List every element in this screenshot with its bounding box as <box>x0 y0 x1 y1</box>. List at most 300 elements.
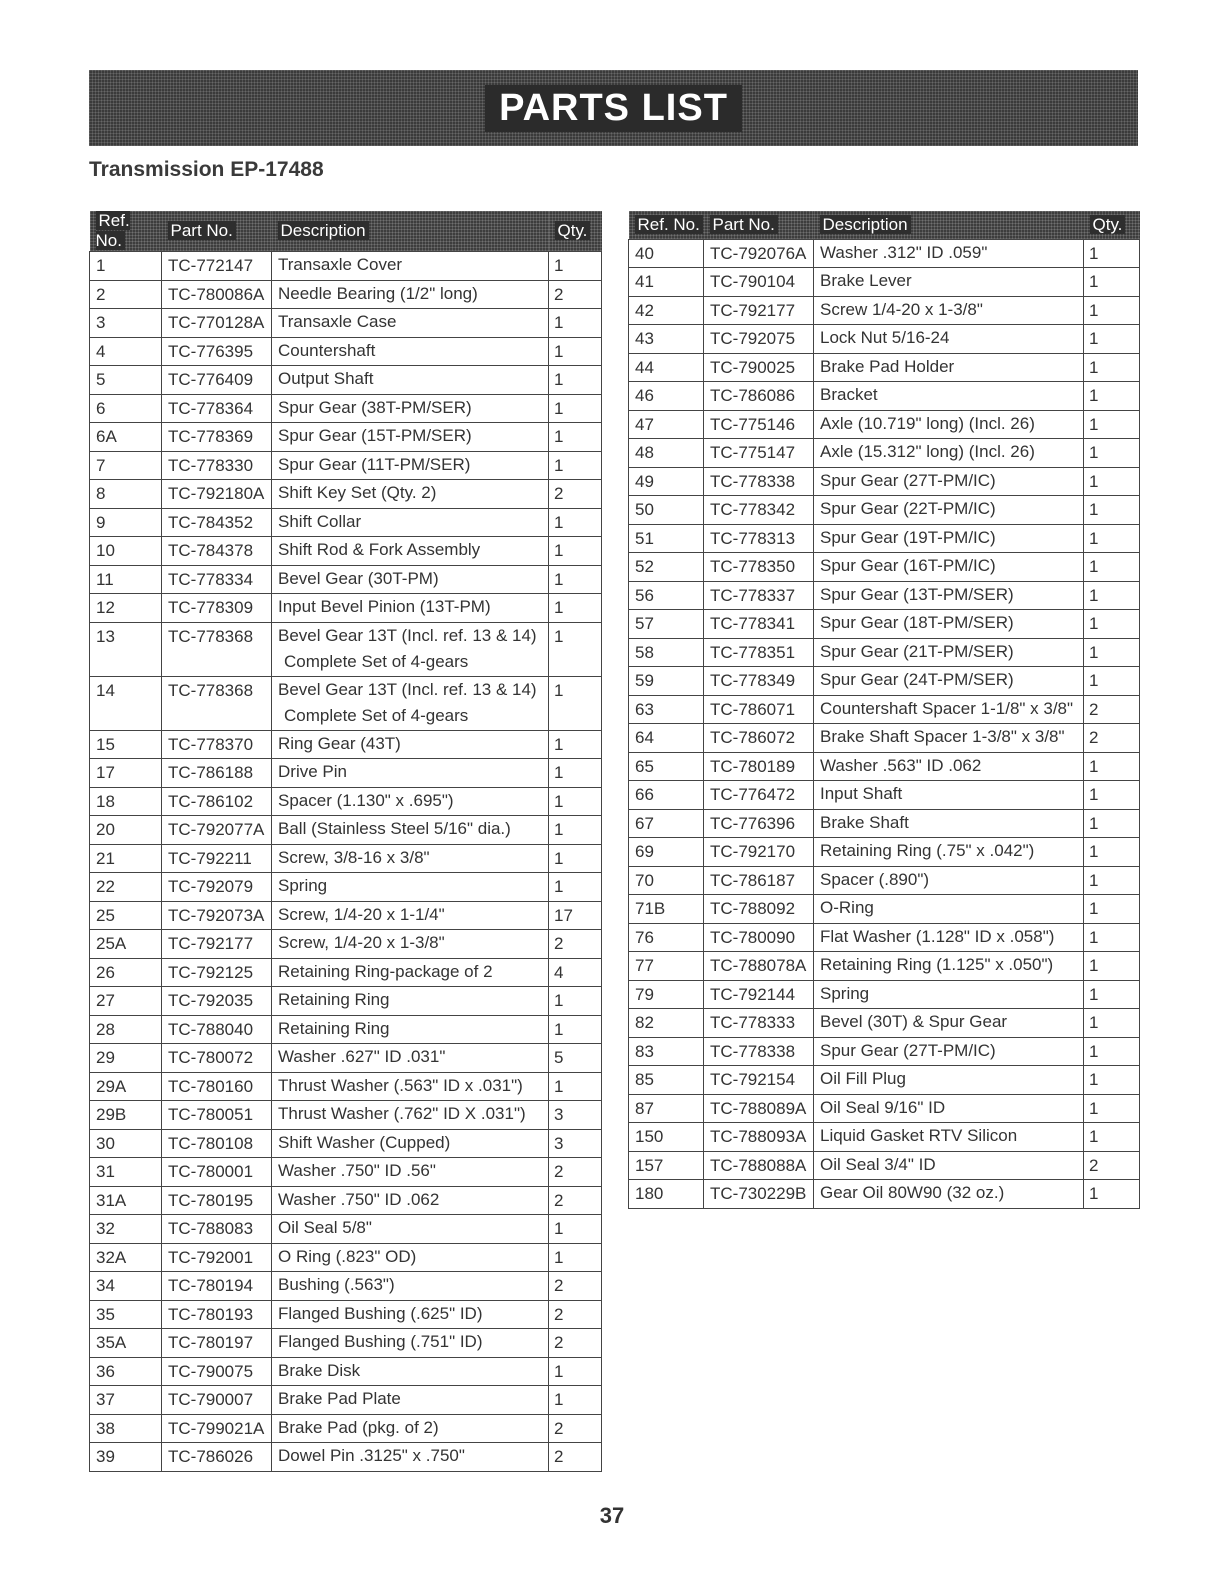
description-cell: Spur Gear (13T-PM/SER) <box>814 581 1084 610</box>
ref-cell: 180 <box>629 1180 704 1209</box>
ref-cell: 9 <box>90 508 162 537</box>
quantity-cell: 1 <box>1084 553 1140 582</box>
ref-cell: 63 <box>629 695 704 724</box>
description-cell: Screw, 1/4-20 x 1-3/8" <box>272 930 549 959</box>
table-row <box>629 239 1140 268</box>
ref-cell: 17 <box>90 759 162 788</box>
quantity-cell: 2 <box>549 1329 602 1358</box>
description-cell: O-Ring <box>814 895 1084 924</box>
quantity-cell: 1 <box>549 451 602 480</box>
part-number-cell: TC-778330 <box>162 451 272 480</box>
part-number-cell: TC-780189 <box>704 752 814 781</box>
description-cell: Countershaft <box>272 337 549 366</box>
description-cell: Axle (10.719" long) (Incl. 26) <box>814 410 1084 439</box>
table-row <box>90 394 602 423</box>
table-row <box>90 676 602 730</box>
table-row <box>629 610 1140 639</box>
description-cell: Brake Shaft <box>814 809 1084 838</box>
quantity-cell: 1 <box>549 252 602 281</box>
part-number-cell: TC-776472 <box>704 781 814 810</box>
ref-cell: 77 <box>629 952 704 981</box>
table-row <box>629 296 1140 325</box>
ref-cell: 82 <box>629 1009 704 1038</box>
quantity-cell: 2 <box>549 1443 602 1472</box>
table-row <box>90 366 602 395</box>
quantity-cell: 1 <box>549 759 602 788</box>
description-cell: Oil Seal 9/16" ID <box>814 1094 1084 1123</box>
table-row <box>90 787 602 816</box>
part-number-cell: TC-780193 <box>162 1300 272 1329</box>
description-cell: Spring <box>272 873 549 902</box>
quantity-cell: 2 <box>1084 695 1140 724</box>
table-row <box>629 695 1140 724</box>
ref-cell: 2 <box>90 280 162 309</box>
description-cell: Washer .312" ID .059" <box>814 239 1084 268</box>
ref-cell: 31 <box>90 1158 162 1187</box>
part-number-cell: TC-780194 <box>162 1272 272 1301</box>
ref-cell: 29A <box>90 1072 162 1101</box>
table-row <box>90 1329 602 1358</box>
ref-cell: 29B <box>90 1101 162 1130</box>
ref-cell: 64 <box>629 724 704 753</box>
ref-cell: 28 <box>90 1015 162 1044</box>
part-number-cell: TC-775146 <box>704 410 814 439</box>
part-number-cell: TC-780001 <box>162 1158 272 1187</box>
description-cell: Dowel Pin .3125" x .750" <box>272 1443 549 1472</box>
ref-cell: 20 <box>90 816 162 845</box>
part-number-cell: TC-780090 <box>704 923 814 952</box>
part-number-cell: TC-778341 <box>704 610 814 639</box>
ref-cell: 30 <box>90 1129 162 1158</box>
part-number-cell: TC-792144 <box>704 980 814 1009</box>
part-number-cell: TC-780086A <box>162 280 272 309</box>
ref-cell: 49 <box>629 467 704 496</box>
part-number-cell: TC-788089A <box>704 1094 814 1123</box>
table-row <box>90 958 602 987</box>
description-cell: Shift Rod & Fork Assembly <box>272 537 549 566</box>
part-number-cell: TC-786086 <box>704 382 814 411</box>
table-row <box>90 730 602 759</box>
description-cell: Ring Gear (43T) <box>272 730 549 759</box>
part-number-cell: TC-780197 <box>162 1329 272 1358</box>
description-cell: Shift Washer (Cupped) <box>272 1129 549 1158</box>
description-cell: Spacer (.890") <box>814 866 1084 895</box>
description-cell: Brake Disk <box>272 1357 549 1386</box>
page-number: 37 <box>599 1503 625 1528</box>
ref-cell: 83 <box>629 1037 704 1066</box>
part-number-cell: TC-770128A <box>162 309 272 338</box>
quantity-cell: 2 <box>1084 1151 1140 1180</box>
part-number-cell: TC-778333 <box>704 1009 814 1038</box>
description-cell: Lock Nut 5/16-24 <box>814 325 1084 354</box>
ref-cell: 65 <box>629 752 704 781</box>
part-number-cell: TC-778349 <box>704 667 814 696</box>
part-number-cell: TC-778370 <box>162 730 272 759</box>
ref-cell: 43 <box>629 325 704 354</box>
quantity-cell: 1 <box>549 508 602 537</box>
ref-cell: 32A <box>90 1243 162 1272</box>
quantity-cell: 1 <box>1084 382 1140 411</box>
ref-cell: 79 <box>629 980 704 1009</box>
ref-cell: 29 <box>90 1044 162 1073</box>
quantity-cell: 1 <box>549 987 602 1016</box>
ref-cell: 4 <box>90 337 162 366</box>
quantity-cell: 1 <box>549 1215 602 1244</box>
table-header-row <box>629 211 1140 239</box>
description-cell: Shift Key Set (Qty. 2) <box>272 480 549 509</box>
part-number-cell: TC-788083 <box>162 1215 272 1244</box>
part-number-cell: TC-792154 <box>704 1066 814 1095</box>
table-row <box>629 410 1140 439</box>
ref-cell: 3 <box>90 309 162 338</box>
table-row <box>90 622 602 676</box>
description-cell: Flat Washer (1.128" ID x .058") <box>814 923 1084 952</box>
description-cell: Spur Gear (15T-PM/SER) <box>272 423 549 452</box>
description-cell: Brake Pad Holder <box>814 353 1084 382</box>
ref-cell: 56 <box>629 581 704 610</box>
table-row <box>90 759 602 788</box>
table-row <box>90 337 602 366</box>
table-row <box>90 252 602 281</box>
quantity-cell: 1 <box>1084 581 1140 610</box>
quantity-cell: 1 <box>1084 325 1140 354</box>
table-row <box>90 1215 602 1244</box>
description-cell: O Ring (.823" OD) <box>272 1243 549 1272</box>
part-number-cell: TC-784352 <box>162 508 272 537</box>
table-row <box>90 565 602 594</box>
part-number-cell: TC-788078A <box>704 952 814 981</box>
quantity-cell: 3 <box>549 1129 602 1158</box>
quantity-cell: 1 <box>549 309 602 338</box>
quantity-cell: 1 <box>1084 838 1140 867</box>
ref-cell: 1 <box>90 252 162 281</box>
ref-cell: 52 <box>629 553 704 582</box>
banner-title: PARTS LIST <box>485 85 742 132</box>
quantity-cell: 1 <box>1084 866 1140 895</box>
description-cell: Spur Gear (38T-PM/SER) <box>272 394 549 423</box>
part-number-cell: TC-790025 <box>704 353 814 382</box>
quantity-cell: 1 <box>1084 1094 1140 1123</box>
table-row <box>90 987 602 1016</box>
description-cell: Shift Collar <box>272 508 549 537</box>
col-header-qty: Qty. <box>1084 211 1140 239</box>
description-cell: Spur Gear (24T-PM/SER) <box>814 667 1084 696</box>
quantity-cell: 1 <box>1084 638 1140 667</box>
ref-cell: 12 <box>90 594 162 623</box>
table-row <box>90 873 602 902</box>
part-number-cell: TC-776409 <box>162 366 272 395</box>
table-row <box>629 724 1140 753</box>
ref-cell: 157 <box>629 1151 704 1180</box>
ref-cell: 48 <box>629 439 704 468</box>
quantity-cell: 1 <box>549 787 602 816</box>
quantity-cell: 1 <box>1084 1180 1140 1209</box>
part-number-cell: TC-792177 <box>704 296 814 325</box>
table-row <box>90 309 602 338</box>
description-cell: Output Shaft <box>272 366 549 395</box>
description-cell: Flanged Bushing (.751" ID) <box>272 1329 549 1358</box>
ref-cell: 57 <box>629 610 704 639</box>
part-number-cell: TC-776395 <box>162 337 272 366</box>
description-note: Complete Set of 4-gears <box>284 706 469 725</box>
parts-list-banner <box>89 70 1138 146</box>
part-number-cell: TC-788088A <box>704 1151 814 1180</box>
table-row <box>90 1272 602 1301</box>
part-number-cell: TC-778350 <box>704 553 814 582</box>
ref-cell: 31A <box>90 1186 162 1215</box>
ref-cell: 67 <box>629 809 704 838</box>
part-number-cell: TC-786026 <box>162 1443 272 1472</box>
description-cell: Screw 1/4-20 x 1-3/8" <box>814 296 1084 325</box>
description-cell: Gear Oil 80W90 (32 oz.) <box>814 1180 1084 1209</box>
quantity-cell: 1 <box>1084 439 1140 468</box>
col-header-ref: Ref. No. <box>90 211 162 252</box>
part-number-cell: TC-786072 <box>704 724 814 753</box>
part-number-cell: TC-778342 <box>704 496 814 525</box>
part-number-cell: TC-790007 <box>162 1386 272 1415</box>
part-number-cell: TC-788040 <box>162 1015 272 1044</box>
description-cell: Washer .750" ID .56" <box>272 1158 549 1187</box>
ref-cell: 15 <box>90 730 162 759</box>
part-number-cell: TC-786102 <box>162 787 272 816</box>
quantity-cell: 1 <box>1084 952 1140 981</box>
table-row <box>90 1015 602 1044</box>
table-row <box>629 1123 1140 1152</box>
description-cell: Bracket <box>814 382 1084 411</box>
part-number-cell: TC-778368 <box>162 676 272 730</box>
quantity-cell: 1 <box>549 1243 602 1272</box>
description-cell: Spur Gear (21T-PM/SER) <box>814 638 1084 667</box>
description-cell: Brake Shaft Spacer 1-3/8" x 3/8" <box>814 724 1084 753</box>
description-cell: Input Bevel Pinion (13T-PM) <box>272 594 549 623</box>
table-row <box>90 1158 602 1187</box>
quantity-cell: 2 <box>549 1300 602 1329</box>
ref-cell: 70 <box>629 866 704 895</box>
table-row <box>629 439 1140 468</box>
ref-cell: 27 <box>90 987 162 1016</box>
part-number-cell: TC-778334 <box>162 565 272 594</box>
part-number-cell: TC-792073A <box>162 901 272 930</box>
ref-cell: 10 <box>90 537 162 566</box>
table-row <box>90 1357 602 1386</box>
table-row <box>90 1300 602 1329</box>
description-cell: Thrust Washer (.762" ID X .031") <box>272 1101 549 1130</box>
ref-cell: 21 <box>90 844 162 873</box>
quantity-cell: 4 <box>549 958 602 987</box>
part-number-cell: TC-792077A <box>162 816 272 845</box>
col-header-ref: Ref. No. <box>629 211 704 239</box>
part-number-cell: TC-780195 <box>162 1186 272 1215</box>
ref-cell: 7 <box>90 451 162 480</box>
ref-cell: 69 <box>629 838 704 867</box>
quantity-cell: 17 <box>549 901 602 930</box>
part-number-cell: TC-778368 <box>162 622 272 676</box>
table-row <box>629 268 1140 297</box>
table-row <box>90 423 602 452</box>
table-row <box>629 923 1140 952</box>
table-row <box>629 866 1140 895</box>
description-cell: Spring <box>814 980 1084 1009</box>
ref-cell: 25 <box>90 901 162 930</box>
description-cell: Retaining Ring <box>272 987 549 1016</box>
table-row <box>90 844 602 873</box>
quantity-cell: 2 <box>549 1186 602 1215</box>
ref-cell: 59 <box>629 667 704 696</box>
table-row <box>90 1044 602 1073</box>
ref-cell: 51 <box>629 524 704 553</box>
description-cell: Bevel Gear 13T (Incl. ref. 13 & 14) Complete Set of 4-gears <box>272 676 549 730</box>
table-row <box>90 451 602 480</box>
part-number-cell: TC-792035 <box>162 987 272 1016</box>
quantity-cell: 2 <box>549 930 602 959</box>
quantity-cell: 1 <box>549 816 602 845</box>
description-cell: Ball (Stainless Steel 5/16" dia.) <box>272 816 549 845</box>
part-number-cell: TC-780072 <box>162 1044 272 1073</box>
description-cell: Transaxle Cover <box>272 252 549 281</box>
quantity-cell: 1 <box>1084 496 1140 525</box>
description-cell: Spur Gear (27T-PM/IC) <box>814 467 1084 496</box>
parts-table-right <box>628 211 1140 1209</box>
table-row <box>629 838 1140 867</box>
part-number-cell: TC-778337 <box>704 581 814 610</box>
quantity-cell: 1 <box>1084 268 1140 297</box>
description-cell: Oil Seal 3/4" ID <box>814 1151 1084 1180</box>
quantity-cell: 1 <box>1084 353 1140 382</box>
table-row <box>90 480 602 509</box>
ref-cell: 44 <box>629 353 704 382</box>
quantity-cell: 1 <box>549 537 602 566</box>
table-row <box>629 325 1140 354</box>
quantity-cell: 1 <box>549 337 602 366</box>
quantity-cell: 1 <box>549 1357 602 1386</box>
table-row <box>90 280 602 309</box>
ref-cell: 18 <box>90 787 162 816</box>
ref-cell: 8 <box>90 480 162 509</box>
table-row <box>629 667 1140 696</box>
table-row <box>90 901 602 930</box>
description-cell: Washer .563" ID .062 <box>814 752 1084 781</box>
part-number-cell: TC-792177 <box>162 930 272 959</box>
table-row <box>629 382 1140 411</box>
ref-cell: 5 <box>90 366 162 395</box>
quantity-cell: 1 <box>1084 980 1140 1009</box>
quantity-cell: 1 <box>549 676 602 730</box>
quantity-cell: 1 <box>549 1015 602 1044</box>
description-cell: Countershaft Spacer 1-1/8" x 3/8" <box>814 695 1084 724</box>
part-number-cell: TC-778313 <box>704 524 814 553</box>
table-row <box>629 553 1140 582</box>
quantity-cell: 1 <box>1084 809 1140 838</box>
quantity-cell: 1 <box>1084 667 1140 696</box>
part-number-cell: TC-792180A <box>162 480 272 509</box>
description-cell: Retaining Ring (.75" x .042") <box>814 838 1084 867</box>
part-number-cell: TC-799021A <box>162 1414 272 1443</box>
part-number-cell: TC-788092 <box>704 895 814 924</box>
part-number-cell: TC-778364 <box>162 394 272 423</box>
table-row <box>629 467 1140 496</box>
description-cell: Axle (15.312" long) (Incl. 26) <box>814 439 1084 468</box>
quantity-cell: 5 <box>549 1044 602 1073</box>
part-number-cell: TC-786071 <box>704 695 814 724</box>
description-cell: Oil Fill Plug <box>814 1066 1084 1095</box>
ref-cell: 22 <box>90 873 162 902</box>
description-cell: Spur Gear (11T-PM/SER) <box>272 451 549 480</box>
quantity-cell: 1 <box>549 394 602 423</box>
quantity-cell: 1 <box>549 594 602 623</box>
quantity-cell: 1 <box>549 423 602 452</box>
part-number-cell: TC-730229B <box>704 1180 814 1209</box>
part-number-cell: TC-778338 <box>704 467 814 496</box>
description-cell: Transaxle Case <box>272 309 549 338</box>
col-header-part: Part No. <box>704 211 814 239</box>
table-row <box>90 1186 602 1215</box>
part-number-cell: TC-790104 <box>704 268 814 297</box>
quantity-cell: 2 <box>549 1414 602 1443</box>
part-number-cell: TC-775147 <box>704 439 814 468</box>
description-cell: Spur Gear (27T-PM/IC) <box>814 1037 1084 1066</box>
description-cell: Bevel (30T) & Spur Gear <box>814 1009 1084 1038</box>
part-number-cell: TC-772147 <box>162 252 272 281</box>
description-cell: Brake Lever <box>814 268 1084 297</box>
table-row <box>629 1151 1140 1180</box>
ref-cell: 26 <box>90 958 162 987</box>
description-cell: Liquid Gasket RTV Silicon <box>814 1123 1084 1152</box>
table-row <box>90 537 602 566</box>
part-number-cell: TC-780160 <box>162 1072 272 1101</box>
description-cell: Bushing (.563") <box>272 1272 549 1301</box>
description-cell: Oil Seal 5/8" <box>272 1215 549 1244</box>
table-row <box>90 594 602 623</box>
quantity-cell: 2 <box>549 280 602 309</box>
table-row <box>629 353 1140 382</box>
part-number-cell: TC-788093A <box>704 1123 814 1152</box>
ref-cell: 58 <box>629 638 704 667</box>
ref-cell: 85 <box>629 1066 704 1095</box>
table-row <box>629 781 1140 810</box>
table-row <box>629 1009 1140 1038</box>
quantity-cell: 1 <box>1084 895 1140 924</box>
quantity-cell: 1 <box>549 1072 602 1101</box>
description-cell: Bevel Gear 13T (Incl. ref. 13 & 14) Complete Set of 4-gears <box>272 622 549 676</box>
table-row <box>90 1129 602 1158</box>
table-row <box>629 1066 1140 1095</box>
table-row <box>629 638 1140 667</box>
quantity-cell: 2 <box>549 480 602 509</box>
table-row <box>90 1072 602 1101</box>
table-row <box>90 930 602 959</box>
part-number-cell: TC-792076A <box>704 239 814 268</box>
description-cell: Drive Pin <box>272 759 549 788</box>
table-row <box>90 1443 602 1472</box>
part-number-cell: TC-778369 <box>162 423 272 452</box>
table-row <box>90 816 602 845</box>
quantity-cell: 1 <box>1084 410 1140 439</box>
description-note: Complete Set of 4-gears <box>284 652 469 671</box>
ref-cell: 41 <box>629 268 704 297</box>
ref-cell: 6 <box>90 394 162 423</box>
table-row <box>629 1094 1140 1123</box>
description-cell: Flanged Bushing (.625" ID) <box>272 1300 549 1329</box>
part-number-cell: TC-780108 <box>162 1129 272 1158</box>
description-cell: Thrust Washer (.563" ID x .031") <box>272 1072 549 1101</box>
table-row <box>629 980 1140 1009</box>
part-number-cell: TC-786187 <box>704 866 814 895</box>
description-cell: Brake Pad Plate <box>272 1386 549 1415</box>
ref-cell: 42 <box>629 296 704 325</box>
ref-cell: 87 <box>629 1094 704 1123</box>
quantity-cell: 2 <box>549 1158 602 1187</box>
quantity-cell: 1 <box>549 1386 602 1415</box>
